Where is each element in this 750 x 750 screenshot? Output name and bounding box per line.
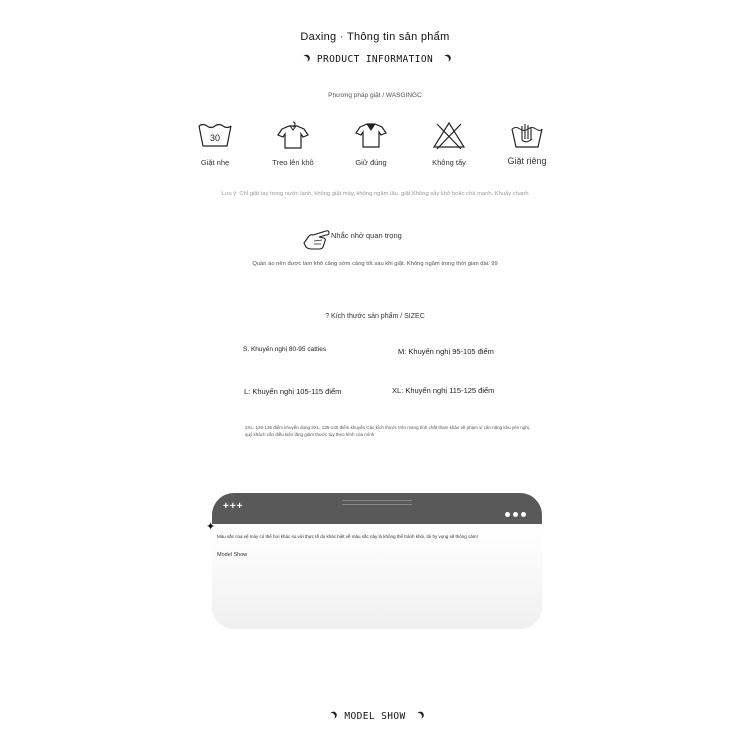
moon-icon bbox=[300, 55, 308, 63]
reminder-header bbox=[302, 225, 462, 253]
care-note: Lưu ý: Chỉ giặt tay trong nước lạnh, không giặt máy, không ngâm lâu, giặt Không sấy khô hoặc chà mạnh. Khuấy chanh bbox=[221, 191, 529, 197]
subtitle-text: PRODUCT INFORMATION bbox=[316, 54, 434, 65]
section-subtitle bbox=[0, 54, 750, 65]
moon-icon bbox=[442, 55, 450, 63]
more-dots-icon bbox=[502, 504, 526, 522]
card-body bbox=[212, 524, 542, 629]
wash-method-title: Phương pháp giặt / WASGINGC bbox=[328, 92, 422, 99]
header-line bbox=[342, 500, 412, 501]
care-item-no-bleach bbox=[414, 120, 484, 167]
card-model-show: Model Show bbox=[217, 552, 248, 558]
card-header bbox=[212, 493, 542, 524]
reminder-body: Quần áo nên được làm khô căng sớm càng tốt sau khi giặt. Không ngâm trong thời gian dài. 99 bbox=[252, 261, 498, 267]
size-note: 2XL: 125-135 điểm khuyến dùng 3XL: 135-145 điểm khuyến Các kích thước trên mang tính chất tham khảo về phạm vi cân nặng khu yên nghị, quý khách cần điều kiện lăng giảm thước tùy theo hình của mình bbox=[245, 425, 531, 437]
plus-icons: +++ bbox=[223, 501, 244, 512]
no-bleach-icon bbox=[429, 120, 469, 150]
dot bbox=[521, 512, 526, 517]
footer-text: MODEL SHOW bbox=[344, 711, 406, 722]
size-title: ? Kích thước sản phẩm / SIZEC bbox=[325, 313, 425, 320]
size-xl: XL: Khuyến nghị 115-125 điểm bbox=[392, 386, 495, 395]
pointing-hand-icon bbox=[302, 225, 332, 251]
care-label: Treo lên khô bbox=[272, 158, 314, 167]
page-title: Daxing · Thông tin sản phẩm bbox=[300, 31, 450, 43]
sparkle-icon: ✦ bbox=[206, 521, 216, 533]
shirt-icon bbox=[351, 120, 391, 150]
footer-title bbox=[0, 711, 750, 722]
header-line bbox=[342, 504, 412, 505]
wash-temp-label: 30 bbox=[209, 133, 221, 143]
moon-icon bbox=[328, 712, 336, 720]
care-item-separate bbox=[492, 120, 562, 166]
care-icons-row bbox=[180, 120, 570, 180]
care-label: Giặt riêng bbox=[507, 156, 547, 166]
care-item-gentle bbox=[180, 120, 250, 167]
size-s: S. Khuyến nghị 80-95 catties bbox=[243, 346, 327, 353]
dot bbox=[505, 512, 510, 517]
care-label: Giữ đúng bbox=[355, 158, 387, 167]
size-l: L: Khuyến nghị 105-115 điểm bbox=[244, 387, 342, 396]
hand-wash-icon bbox=[507, 120, 547, 150]
care-label: Không tẩy bbox=[432, 158, 466, 167]
reminder-title: Nhắc nhở quan trọng bbox=[331, 231, 402, 240]
wash-30-icon bbox=[195, 120, 235, 150]
dot bbox=[513, 512, 518, 517]
model-show-card bbox=[212, 493, 542, 629]
hang-dry-icon bbox=[273, 120, 313, 150]
header-lines bbox=[342, 500, 412, 508]
care-item-keep bbox=[336, 120, 406, 167]
moon-icon bbox=[414, 712, 422, 720]
size-m: M: Khuyến nghị 95-105 điểm bbox=[398, 347, 494, 356]
care-item-hang bbox=[258, 120, 328, 167]
care-label: Giặt nhẹ bbox=[200, 158, 230, 167]
color-note: Màu sắc của vệ máy có thể hơi khác so với thực tế do khác biệt về màu sắc này là không thể tránh khỏi, tôi hy vọng sẽ thông cảm! bbox=[217, 534, 478, 539]
